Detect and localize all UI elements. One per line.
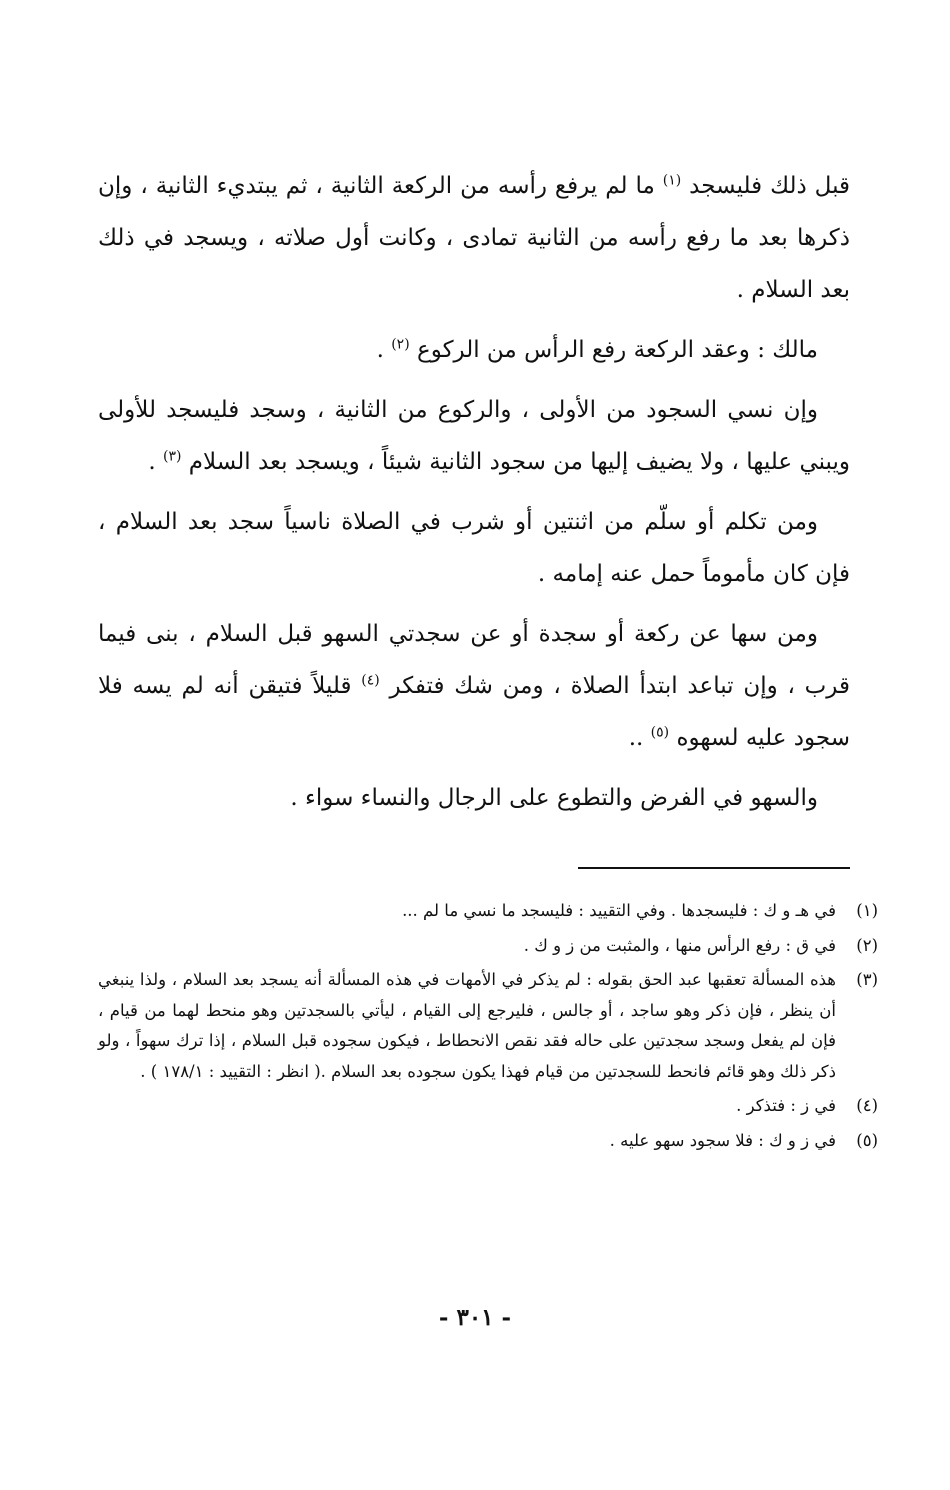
- paragraph-6-text: والسهو في الفرض والتطوع على الرجال والنساء سواء .: [290, 785, 818, 811]
- footnote-number: (٢): [856, 935, 878, 955]
- footnote-item: [98, 1126, 878, 1157]
- paragraph-5: [98, 608, 850, 764]
- footnote-text: في ق : رفع الرأس منها ، والمثبت من ز و ك .: [523, 935, 836, 955]
- footnotes-section: [98, 896, 878, 1160]
- footnote-ref-2: (٢): [391, 336, 410, 353]
- footnote-number: (٤): [856, 1096, 878, 1115]
- footnote-text: في هـ و ك : فليسجدها . وفي التقييد : فليسجد ما نسي ما لم ...: [402, 901, 836, 920]
- paragraph-2-text-after: .: [376, 337, 384, 363]
- footnote-text: في ز و ك : فلا سجود سهو عليه .: [609, 1130, 836, 1150]
- paragraph-5-text-after: ..: [628, 725, 644, 751]
- paragraph-3-text-after: .: [148, 449, 156, 475]
- footnote-number: (٥): [856, 1130, 878, 1150]
- paragraph-3: [98, 384, 850, 488]
- page-number: - ٣٠١ -: [438, 1304, 512, 1331]
- paragraph-3-text-before: وإن نسي السجود من الأولى ، والركوع من الثانية ، وسجد فليسجد للأولى ويبني عليها ، ولا يضيف إليها من سجود الثانية شيئاً ، ويسجد بعد السلام: [98, 397, 850, 475]
- footnote-item: [98, 965, 878, 1087]
- paragraph-5-text-before: ومن سها عن ركعة أو سجدة أو عن سجدتي السهو قبل السلام ، بنى فيما قرب ، وإن تباعد ابتدأ الصلاة ، ومن شك فتفكر: [98, 621, 850, 699]
- footnote-ref-1: (١): [662, 172, 682, 189]
- footnote-number: (١): [856, 901, 878, 920]
- footnote-item: [98, 931, 878, 962]
- paragraph-5-text-middle: قليلاً فتيقن أنه لم يسه فلا سجود عليه لسهوه: [98, 673, 850, 751]
- paragraph-6: [98, 772, 850, 824]
- footnote-ref-4: (٤): [361, 672, 380, 689]
- footnote-ref-3: (٣): [162, 448, 182, 465]
- paragraph-4-text: ومن تكلم أو سلّم من اثنتين أو شرب في الصلاة ناسياً سجد بعد السلام ، فإن كان مأموماً حمل عنه إمامه .: [98, 509, 850, 587]
- footnote-number: (٣): [856, 970, 878, 989]
- paragraph-1-text-before: قبل ذلك فليسجد: [689, 173, 851, 199]
- paragraph-2: [98, 324, 850, 376]
- footnote-item: [98, 1091, 878, 1122]
- footnote-item: [98, 896, 878, 927]
- paragraph-1: [98, 160, 850, 316]
- main-text-body: [98, 160, 850, 832]
- footnote-text: في ز : فتذكر .: [736, 1096, 836, 1115]
- paragraph-1-text-after: ما لم يرفع رأسه من الركعة الثانية ، ثم يبتديء الثانية ، وإن ذكرها بعد ما رفع رأسه من الثانية تمادى ، وكانت أول صلاته ، ويسجد في ذلك بعد السلام .: [98, 173, 850, 303]
- paragraph-2-text-before: مالك : وعقد الركعة رفع الرأس من الركوع: [416, 337, 818, 363]
- footnote-divider: [578, 867, 850, 869]
- footnote-text: هذه المسألة تعقبها عبد الحق بقوله : لم يذكر في الأمهات في هذه المسألة أنه يسجد بعد السلام ، ولذا ينبغي أن ينظر ، فإن ذكر وهو ساجد ، أو جالس ، فليرجع إلى القيام ، ليأتي بالسجدتين وهو منحط لهما من قيام ، فإن لم يفعل وسجد سجدتين على حاله فقد نقص الانحطاط ، فيكون سجوده قبل السلام ، إذا ترك سهواً ، ولو ذكر ذلك وهو قائم فانحط للسجدتين من قيام فهذا يكون سجوده بعد السلام .( انظر : التقييد : ١٧٨/١ ) .: [98, 970, 837, 1081]
- paragraph-4: [98, 496, 850, 600]
- footnote-ref-5: (٥): [650, 724, 670, 741]
